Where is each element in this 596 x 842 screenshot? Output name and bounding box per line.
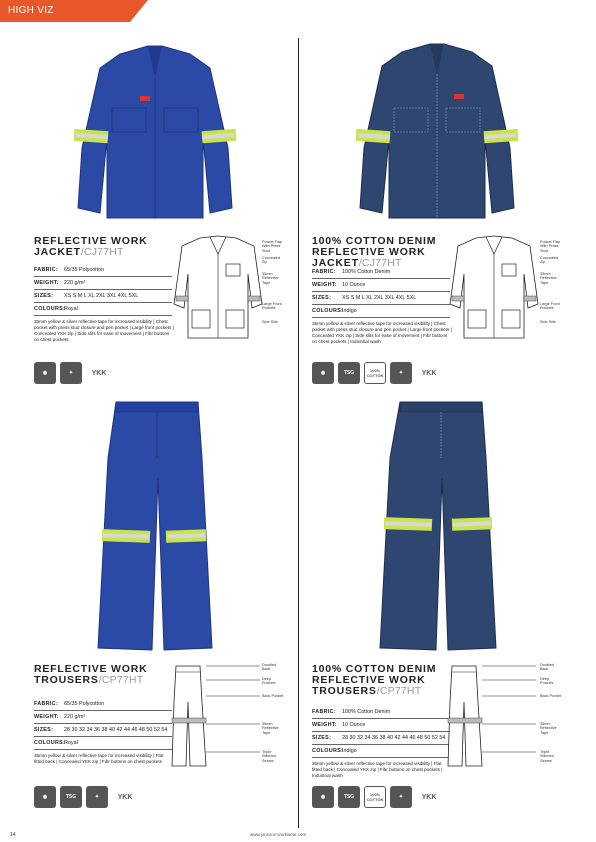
tsg-icon: TSG (60, 786, 82, 808)
jacket-sketch (170, 234, 266, 340)
product-title: 100% COTTON DENIM REFLECTIVE WORK TROUSERS/CP77HT (312, 663, 437, 697)
flame-icon: ✦ (86, 786, 108, 808)
ykk-icon: YKK (117, 793, 133, 801)
product-description: 35mm yellow & silver reflective tape for increased visibility | Flat fitted back | Concealed YKK zip | Fibr buttons on chest pockets (34, 753, 164, 764)
reflective-tape-icon: ◉ (34, 362, 56, 384)
callout: Doubled Back (540, 663, 555, 672)
trousers-sketch (170, 662, 210, 770)
section-label: HIGH VIZ (8, 5, 54, 16)
spec-fabric: FABRIC: 65/35 Polycotton (34, 698, 172, 711)
spec-weight: WEIGHT: 10 Ounce (312, 719, 450, 732)
spec-table (312, 706, 450, 779)
flame-icon: ✦ (60, 362, 82, 384)
feature-icons (34, 362, 112, 384)
spec-fabric: FABRIC: 100% Cotton Denim (312, 266, 450, 279)
product-title: 100% COTTON DENIM REFLECTIVE WORK JACKET/CJ77HT (312, 235, 437, 269)
feature-icons (312, 786, 442, 808)
callout: 35mm Reflective Tape (540, 722, 557, 735)
feature-icons (34, 786, 138, 808)
callout: 35mm Reflective Tape (262, 722, 279, 735)
ykk-icon: YKK (421, 369, 437, 377)
trousers-royal-photo (86, 398, 226, 654)
product-description: 35mm yellow & silver reflective tape for increased visibility | Chest pocket with press stud closure and pen pocket | Large front pockets | Concealed YKK zip | Side slits for ease of movement | Fibr buttons on chest pockets (34, 319, 174, 342)
callout: Triple Stitched Seams (540, 750, 554, 763)
spec-fabric: FABRIC: 100% Cotton Denim (312, 706, 450, 719)
callout: Back Pocket (262, 694, 284, 698)
product-title: REFLECTIVE WORK JACKET/CJ77HT (34, 235, 148, 258)
denim-jacket-sketch (446, 234, 542, 340)
tsg-icon: TSG (338, 786, 360, 808)
callout: Pocket Flap With Press Stud (540, 240, 561, 253)
spec-colours: COLOURS: Royal (34, 303, 172, 316)
spec-sizes: SIZES: 28 30 32 34 36 38 40 42 44 46 48 50 52 54 (34, 724, 172, 737)
callout: Side Slits (540, 320, 556, 324)
spec-table (34, 264, 172, 343)
tsg-icon: TSG (338, 362, 360, 384)
callout: Pocket Flap With Press Stud (262, 240, 283, 253)
callout: Concealed Zip (262, 256, 281, 265)
callout: Deep Pockets (262, 677, 276, 686)
page-number: 14 (10, 832, 16, 838)
denim-trousers-sketch (446, 662, 486, 770)
jacket-royal-photo (60, 38, 250, 223)
callout: Large Front Pockets (540, 302, 560, 311)
ykk-icon: YKK (91, 369, 107, 377)
spec-colours: COLOURS: Indigo (312, 305, 450, 318)
product-description: 35mm yellow & silver reflective tape for increased visibility | Flat fitted back | Concealed YKK zip | Fibr buttons on chest pockets | Industrial wash (312, 761, 443, 778)
ykk-icon: YKK (421, 793, 437, 801)
reflective-tape-icon: ◉ (312, 362, 334, 384)
product-description: 35mm yellow & silver reflective tape for increased visibility | Chest pocket with press stud closure and pen pocket | Large front pockets | Concealed YKK zip | Side slits for ease of movement | Fibr buttons on chest pockets | Industrial wash (312, 321, 452, 344)
spec-sizes: SIZES: XS S M L XL 2XL 3XL 4XL 5XL (312, 292, 450, 305)
trousers-denim-photo (370, 398, 510, 654)
spec-weight: WEIGHT: 220 g/m² (34, 711, 172, 724)
callout-lines (482, 664, 538, 774)
100-cotton-icon: 100% COTTON (364, 362, 386, 384)
reflective-tape-icon: ◉ (34, 786, 56, 808)
spec-fabric: FABRIC: 65/35 Polycotton (34, 264, 172, 277)
callout-lines (206, 664, 262, 774)
callout: Deep Pockets (540, 677, 554, 686)
footer-url: www.jonsson workwear.com (250, 832, 307, 837)
spec-colours: COLOURS: Indigo (312, 745, 450, 758)
flame-icon: ✦ (390, 786, 412, 808)
jacket-denim-photo (342, 38, 532, 223)
spec-sizes: SIZES: XS S M L XL 2XL 3XL 4XL 5XL (34, 290, 172, 303)
callout: Large Front Pockets (262, 302, 282, 311)
callout: Side Slits (262, 320, 278, 324)
callout: 35mm Reflective Tape (262, 272, 279, 285)
section-header (0, 0, 148, 22)
callout: 35mm Reflective Tape (540, 272, 557, 285)
column-divider (298, 38, 299, 828)
product-title: REFLECTIVE WORK TROUSERS/CP77HT (34, 663, 148, 686)
spec-colours: COLOURS: Royal (34, 737, 172, 750)
callout: Concealed Zip (540, 256, 559, 265)
100-cotton-icon: 100% COTTON (364, 786, 386, 808)
spec-sizes: SIZES: 28 30 32 34 36 38 40 42 44 46 48 50 52 54 (312, 732, 450, 745)
spec-table (312, 266, 450, 345)
reflective-tape-icon: ◉ (312, 786, 334, 808)
spec-table (34, 698, 172, 765)
spec-weight: WEIGHT: 220 g/m² (34, 277, 172, 290)
flame-icon: ✦ (390, 362, 412, 384)
spec-weight: WEIGHT: 10 Ounce (312, 279, 450, 292)
callout: Back Pocket (540, 694, 562, 698)
callout: Doubled Back (262, 663, 277, 672)
callout: Triple Stitched Seams (262, 750, 276, 763)
feature-icons (312, 362, 442, 384)
